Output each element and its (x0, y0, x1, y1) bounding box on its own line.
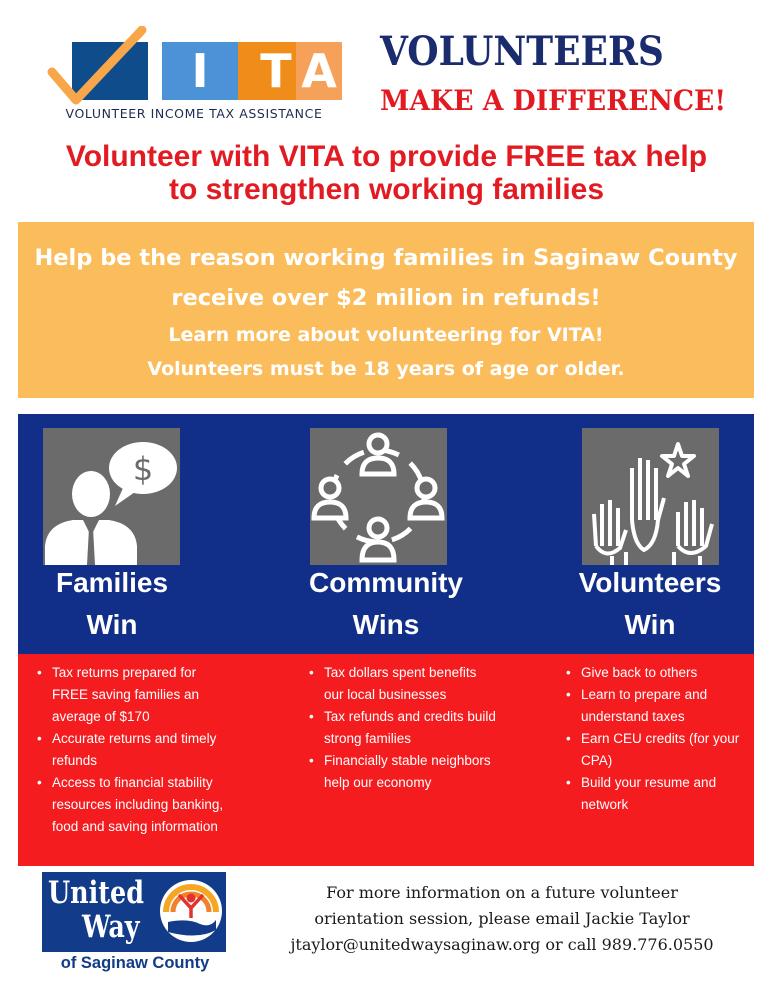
banner-line1: Help be the reason working families in Saginaw County (34, 245, 738, 271)
united-way-logo-united: United (48, 875, 145, 911)
contact-info-line1: For more information on a future volunteer (326, 883, 678, 902)
list-item: • Tax dollars spent benefits our local businesses (306, 662, 496, 706)
families-title-line1: Families (55, 567, 169, 598)
families-benefits-list (34, 662, 234, 838)
community-title-line2: Wins (352, 609, 420, 640)
contact-info-line2: orientation session, please email Jackie Taylor (314, 909, 690, 928)
list-item: • Tax returns prepared for FREE saving families an average of $170 (34, 662, 234, 728)
families-title-line2: Win (86, 609, 138, 640)
vita-logo-box-i: I (162, 42, 238, 100)
svg-text:$: $ (132, 450, 154, 488)
list-item: • Give back to others (563, 662, 743, 684)
contact-info (252, 880, 752, 958)
list-item: • Learn to prepare and understand taxes (563, 684, 743, 728)
person-dollar-speech-icon (43, 428, 180, 565)
community-title-line1: Community (309, 567, 463, 598)
banner-line2: receive over $2 milion in refunds! (171, 285, 601, 311)
trademark-mark: TM (216, 938, 225, 944)
united-way-logo-way: Way (82, 909, 140, 945)
families-win-title (32, 562, 192, 646)
list-item: • Accurate returns and timely refunds (34, 728, 234, 772)
wins-panel (18, 414, 754, 654)
list-item: • Build your resume and network (563, 772, 743, 816)
volunteers-win-title (570, 562, 730, 646)
list-item: • Earn CEU credits (for your CPA) (563, 728, 743, 772)
list-item: • Financially stable neighbors help our economy (306, 750, 496, 794)
raised-hands-star-icon (582, 428, 719, 565)
main-heading (20, 140, 753, 206)
info-banner (18, 222, 754, 398)
community-benefits-list (306, 662, 496, 794)
list-item: • Access to financial stability resources including banking, food and saving information (34, 772, 234, 838)
vita-logo-box-a: A (296, 42, 342, 100)
community-wins-title (294, 562, 478, 646)
vita-tagline: VOLUNTEER INCOME TAX ASSISTANCE (65, 106, 323, 121)
hand-person-rainbow-icon (158, 878, 224, 944)
main-heading-line2: to strengthen working families (168, 173, 605, 206)
list-item: • Tax refunds and credits build strong families (306, 706, 496, 750)
volunteers-benefits-list (563, 662, 743, 816)
contact-info-line3: jtaylor@unitedwaysaginaw.org or call 989.776.0550 (290, 935, 714, 954)
united-way-logo-box (42, 872, 226, 952)
volunteers-title-line1: Volunteers (578, 567, 722, 598)
headline-make-a-difference: MAKE A DIFFERENCE! (380, 84, 727, 117)
banner-line4: Volunteers must be 18 years of age or older. (147, 358, 625, 380)
banner-line3: Learn more about volunteering for VITA! (168, 324, 604, 346)
united-way-logo-county: of Saginaw County (60, 954, 210, 972)
main-heading-line1: Volunteer with VITA to provide FREE tax help (65, 140, 708, 173)
vita-logo-box-t: T (238, 42, 314, 100)
community-circle-icon (310, 428, 447, 565)
volunteers-title-line2: Win (624, 609, 676, 640)
united-way-logo (42, 872, 228, 972)
headline-volunteers: VOLUNTEERS (380, 28, 664, 75)
benefits-panel (18, 654, 754, 866)
